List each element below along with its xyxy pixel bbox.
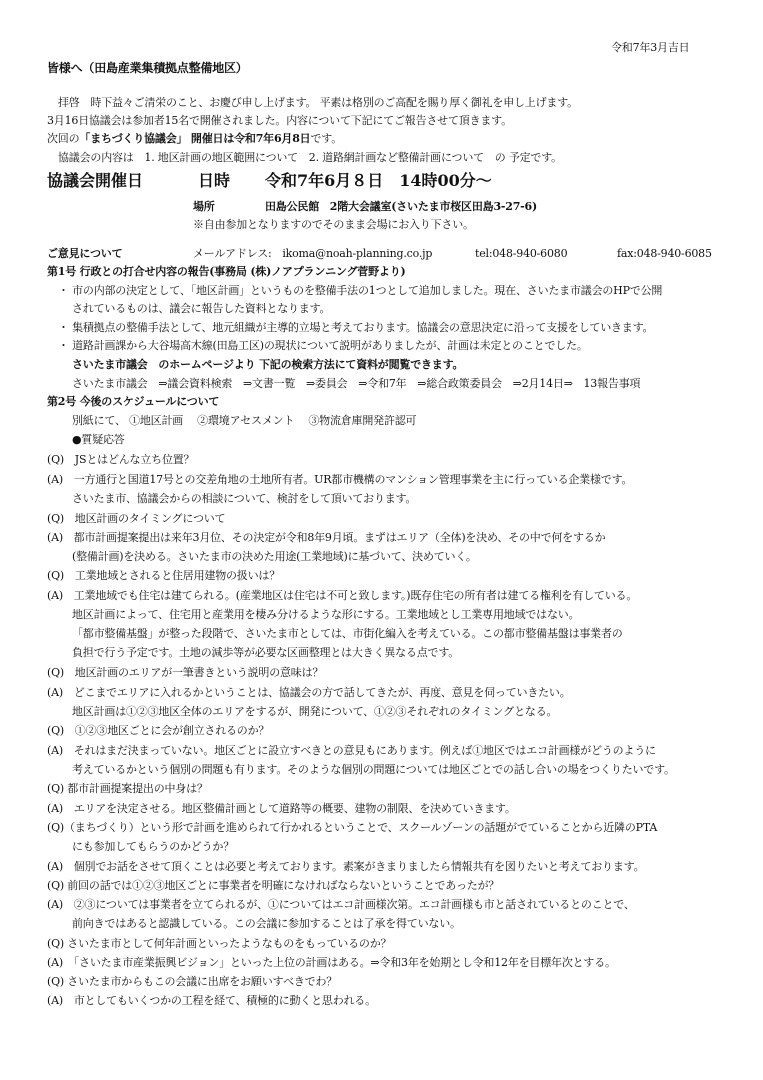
qa-9-question: (Q) さいたま市として何年計画といったようなものをもっているのか？: [47, 937, 392, 950]
section1-title: 第1号 行政との打合せ内容の報告(事務局 (株)ノアプランニング菅野より): [47, 265, 406, 278]
qa-1-answer-2: さいたま市、協議会からの相談について、検討をして頂いております。: [72, 492, 417, 505]
qa-5-answer-1: (A) それはまだ決まっていない。地区ごとに設立すべきとの意見もにあります。例えば①地区ではエコ計画様がどうのように: [47, 744, 656, 757]
qa-4-answer-2: 地区計画は①②③地区全体のエリアをするが、開発について、①②③それぞれのタイミングとなる。: [72, 705, 558, 718]
section1-bullet-1-cont: されているものは、議会に報告した資料となります。: [72, 302, 331, 315]
qa-10-answer-1: (A) 市としてもいくつかの工程を経て、積極的に動くと思われる。: [47, 994, 376, 1007]
section1-bullet-3: ・ 道路計画課から大谷場高木線(田島工区)の現状について説明がありましたが、計画は未定とのことでした。: [58, 339, 588, 352]
section1-bullet-2: ・ 集積拠点の整備手法として、地元組織が主導的立場と考えております。協議会の意思決定に沿って支援をしていきます。: [58, 321, 654, 334]
section1-bullet-1: ・ 市の内部の決定として、「地区計画」というものを整備手法の1つとして追加しました。現在、さいたま市議会のHPで公開: [58, 284, 663, 297]
qa-9-answer-1: (A) 「さいたま市産業振興ビジョン」といった上位の計画はある。⇒令和3年を始期とし令和12年を目標年次とする。: [47, 956, 616, 969]
qa-3-answer-3: 「都市整備基盤」が整った段階で、さいたま市としては、市街化編入を考えている。この都市整備基盤は事業者の: [72, 627, 623, 640]
contact-mail: メールアドレス: ikoma@noah-planning.co.jp: [193, 247, 433, 260]
next-meeting-name: 「まちづくり協議会」 開催日は令和7年6月8日: [79, 132, 311, 145]
meeting-heading: 協議会開催日: [47, 171, 144, 190]
qa-1-question: (Q) JSとはどんな立ち位置？: [47, 453, 195, 466]
qa-4-answer-1: (A) どこまでエリアに入れるかということは、協議会の方で話してきたが、再度、意見を伺っていきたい。: [47, 686, 571, 699]
qa-6-question: (Q) 都市計画提案提出の中身は？: [47, 782, 208, 795]
contact-fax: fax:048-940-6085: [617, 247, 712, 260]
next-meeting-agenda: 協議会の内容は 1. 地区計画の地区範囲について 2. 道路網計画など整備計画について の 予定です。: [58, 151, 562, 164]
qa-7-question: (Q)（まちづくり）という形で計画を進められて行かれるということで、スクールゾーンの話題がでていることから近隣のPTA: [47, 821, 658, 834]
qa-heading: ●質疑応答: [72, 433, 125, 446]
qa-4-question: (Q) 地区計画のエリアが一筆書きという説明の意味は？: [47, 666, 324, 679]
meeting-place-label: 場所: [193, 200, 215, 213]
qa-6-answer-1: (A) エリアを決定させる。地区整備計画として道路等の概要、建物の制限、を決めていきます。: [47, 802, 516, 815]
qa-3-answer-1: (A) 工業地域でも住宅は建てられる。(産業地区は住宅は不可と致します。)既存住宅の所有者は建てる権利を有している。: [47, 589, 638, 602]
qa-5-question: (Q) ①②③地区ごとに会が創立されるのか？: [47, 724, 270, 737]
meeting-datetime-label: 日時: [198, 171, 231, 190]
section2-items: 別紙にて、 ①地区計画 ②環境アセスメント ③物流倉庫開発許認可: [72, 414, 417, 427]
next-meeting-prefix: 次回の: [47, 132, 80, 145]
qa-3-answer-4: 負担で行う予定です。土地の減歩等が必要な区画整理とは大きく異なる点です。: [72, 646, 460, 659]
section2-title: 第2号 今後のスケジュールについて: [47, 395, 220, 408]
qa-7-answer-1: (A) 個別でお話をさせて頂くことは必要と考えております。素案がきまりましたら情報共有を図りたいと考えております。: [47, 860, 645, 873]
qa-3-question: (Q) 工業地域とされると住居用建物の扱いは？: [47, 569, 280, 582]
qa-1-answer-1: (A) 一方通行と国道17号との交差角地の土地所有者。UR都市機構のマンション管理事業を主に行っている企業様です。: [47, 473, 633, 486]
next-meeting-line: [47, 132, 342, 145]
qa-2-answer-1: (A) 都市計画提案提出は来年3月位、その決定が令和8年9月頃。まずはエリア（全体)を決め、その中で何をするか: [47, 531, 606, 544]
section1-search-path: さいたま市議会 ⇒議会資料検索 ⇒文書一覧 ⇒委員会 ⇒令和7年 ⇒総合政策委員会 ⇒2月14日⇒ 13報告事項: [72, 377, 641, 390]
section1-homepage-note: さいたま市議会 のホームページより 下記の検索方法にて資料が閲覧できます。: [72, 358, 464, 371]
intro-line-2: 3月16日協議会は参加者15名で開催されました。内容について下記にてご報告させて頂きます。: [47, 114, 512, 127]
document-date: 令和7年3月吉日: [611, 41, 690, 54]
salutation: 皆様へ（田島産業集積拠点整備地区）: [47, 61, 248, 75]
meeting-place: 田島公民館 2階大会議室(さいたま市桜区田島3-27-6): [265, 200, 538, 213]
next-meeting-suffix: です。: [310, 132, 343, 145]
qa-8-question: (Q) 前回の話では①②③地区ごとに事業者を明確になければならないということであったが？: [47, 879, 500, 892]
qa-7-question-cont: にも参加してもらうのかどうか？: [72, 840, 234, 853]
qa-5-answer-2: 考えているかという個別の問題も有ります。そのような個別の問題については地区ごとでの話し合いの場をつくりたいです。: [72, 763, 675, 776]
meeting-note: ※自由参加となりますのでそのまま会場にお入り下さい。: [193, 218, 474, 231]
contact-opinion: ご意見について: [47, 247, 123, 260]
meeting-datetime: 令和7年6月８日 14時00分～: [265, 171, 492, 190]
qa-3-answer-2: 地区計画によって、住宅用と産業用を棲み分けるような形にする。工業地域とし工業専用地域ではない。: [72, 608, 580, 621]
contact-tel: tel:048-940-6080: [475, 247, 568, 260]
qa-8-answer-2: 前向きではあると認識している。この会議に参加することは了承を得ていない。: [72, 917, 461, 930]
qa-2-question: (Q) 地区計画のタイミングについて: [47, 512, 226, 525]
qa-2-answer-2: (整備計画)を決める。さいたま市の決めた用途(工業地域)に基づいて、決めていく。: [72, 550, 477, 563]
qa-10-question: (Q) さいたま市からもこの会議に出席をお願いすべきでわ？: [47, 975, 338, 988]
qa-8-answer-1: (A) ②③については事業者を立てられるが、①についてはエコ計画様次第。エコ計画様も市と話されているとのことで、: [47, 898, 635, 911]
intro-line-1: 拝啓 時下益々ご清栄のこと、お慶び申し上げます。 平素は格別のご高配を賜り厚く御礼を申し上げます。: [58, 96, 578, 109]
